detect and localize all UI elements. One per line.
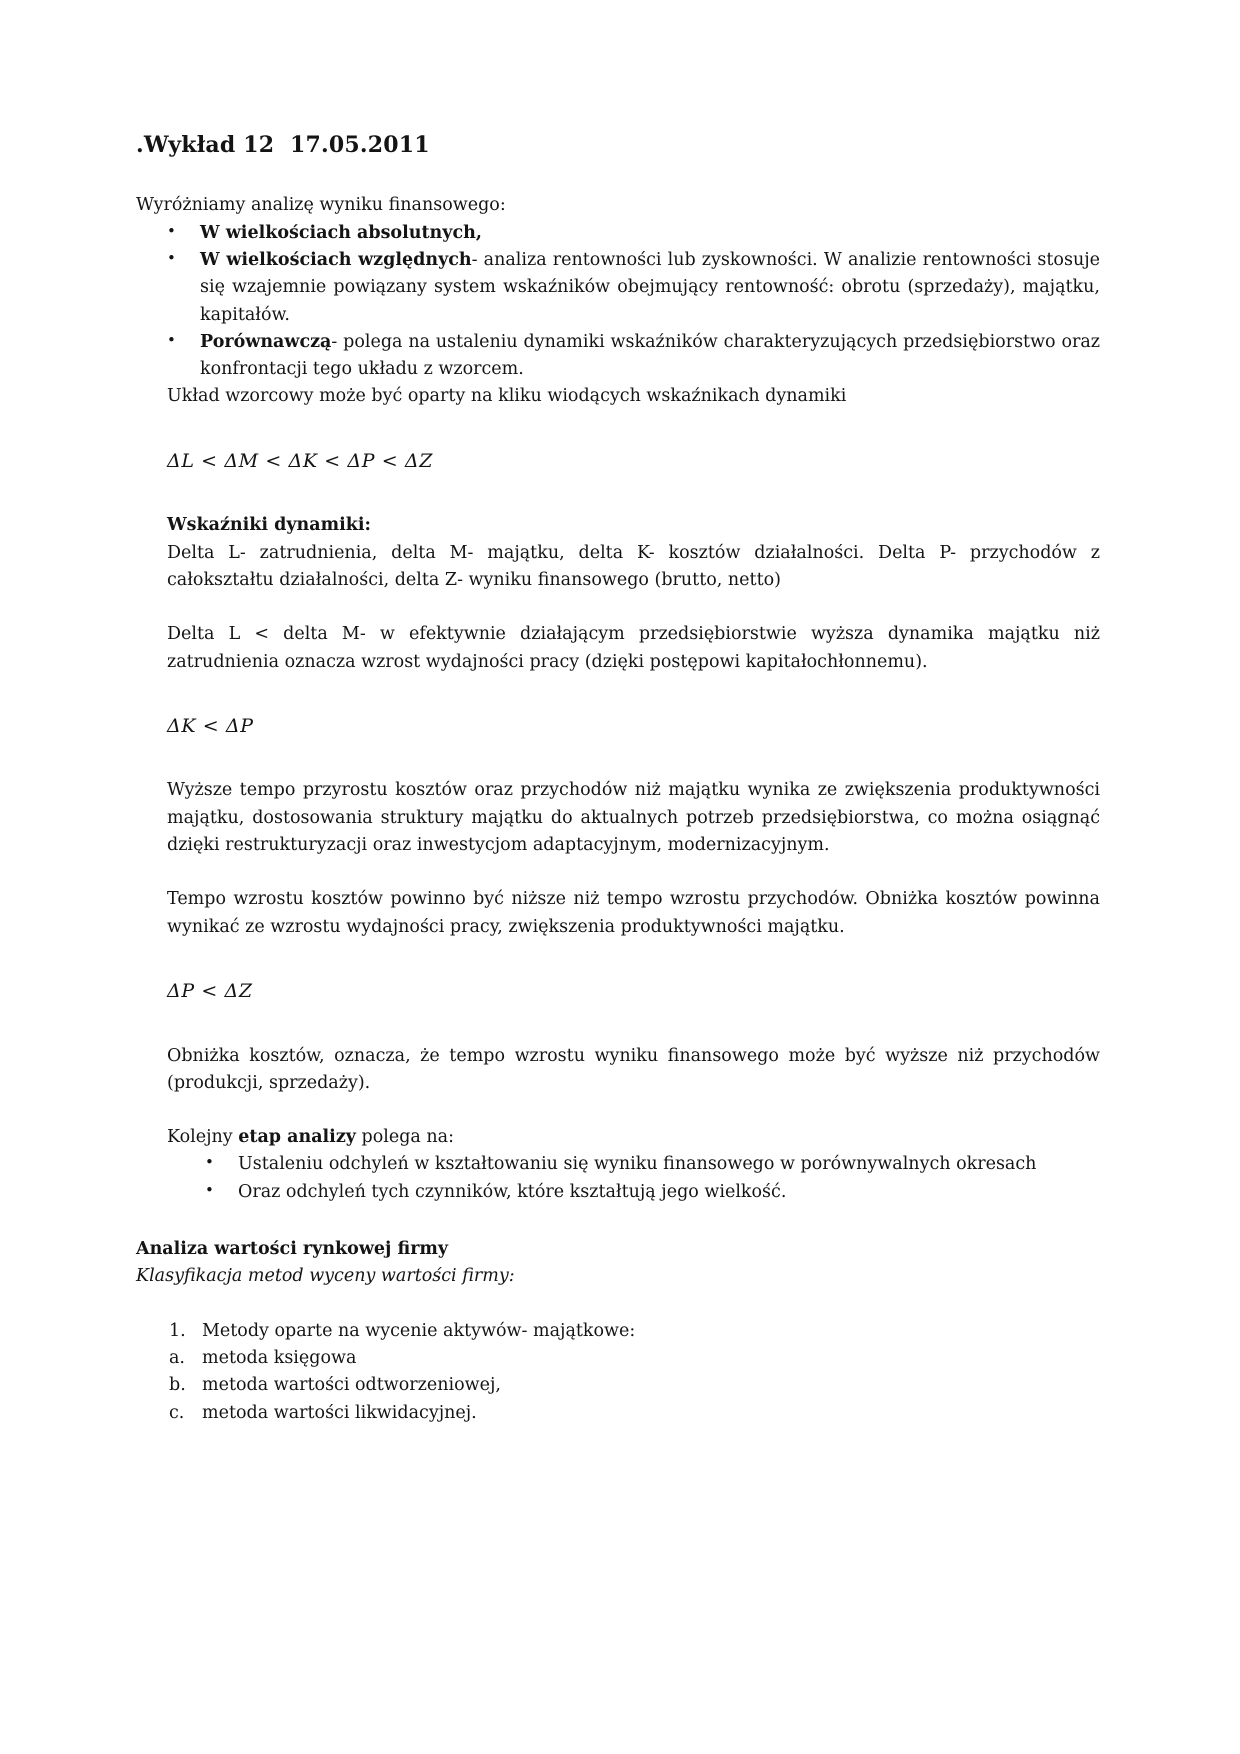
list-item	[169, 1318, 1100, 1345]
list-item-text: Metody oparte na wycenie aktywów- majątkowe:	[202, 1320, 636, 1341]
heading-analiza-wartosci: Analiza wartości rynkowej firmy	[136, 1239, 449, 1260]
formula-p-z: ΔP < ΔZ	[167, 979, 253, 1002]
list-item	[169, 1345, 1100, 1372]
paragraph-tempo-wzrostu: Tempo wzrostu kosztów powinno być niższe niż tempo wzrostu przychodów. Obniżka kosztów powinna wynikać ze wzrostu wydajności pracy, zwiększenia produktywności majątku.	[167, 889, 1100, 937]
list-item-bold: W wielkościach względnych	[200, 249, 472, 270]
list-item-text: metoda wartości likwidacyjnej.	[202, 1402, 477, 1423]
financial-analysis-bullet-list	[167, 220, 1100, 384]
paragraph-delta-definitions: Delta L- zatrudnienia, delta M- majątku, delta K- kosztów działalności. Delta P- przychodów z całokształtu działalności, delta Z- wyniku finansowego (brutto, netto)	[167, 542, 1100, 590]
list-item-text: metoda księgowa	[202, 1347, 357, 1368]
list-marker: 1.	[169, 1320, 186, 1341]
bullet-marker: •	[205, 1153, 214, 1172]
subheading-klasyfikacja: Klasyfikacja metod wyceny wartości firmy:	[136, 1266, 515, 1287]
lecture-title: .Wykład 12 17.05.2011	[136, 132, 430, 158]
list-item-text	[200, 329, 1100, 384]
analysis-steps-bullet-list	[205, 1151, 1100, 1206]
list-item	[167, 329, 1100, 384]
list-marker: c.	[169, 1402, 185, 1423]
list-item-bold: Porównawczą	[200, 331, 332, 352]
paragraph-uklad-wzorcowy: Układ wzorcowy może być oparty na kliku wiodących wskaźnikach dynamiki	[167, 386, 847, 407]
list-item-bold: W wielkościach absolutnych,	[200, 222, 482, 243]
bullet-marker: •	[167, 330, 176, 349]
valuation-methods-list	[169, 1318, 1100, 1427]
heading-wskazniki-dynamiki: Wskaźniki dynamiki:	[167, 515, 372, 536]
formula-dynamics-chain: ΔL < ΔM < ΔK < ΔP < ΔZ	[167, 449, 434, 472]
list-item-text	[200, 220, 1100, 247]
bullet-marker: •	[167, 221, 176, 240]
kolejny-bold: etap analizy	[238, 1127, 356, 1148]
list-item-text: Ustaleniu odchyleń w kształtowaniu się wyniku finansowego w porównywalnych okresach	[238, 1154, 1037, 1175]
kolejny-pre: Kolejny	[167, 1127, 239, 1148]
list-marker: b.	[169, 1375, 186, 1396]
list-item	[167, 220, 1100, 247]
list-item-text: metoda wartości odtworzeniowej,	[202, 1375, 501, 1396]
list-item-rest: - polega na ustaleniu dynamiki wskaźników charakteryzujących przedsiębiorstwo oraz konfrontacji tego układu z wzorcem.	[200, 331, 1100, 380]
list-item	[169, 1372, 1100, 1399]
list-item-text: Oraz odchyleń tych czynników, które kształtują jego wielkość.	[238, 1181, 787, 1202]
list-item-text	[200, 247, 1100, 329]
bullet-marker: •	[167, 248, 176, 267]
bullet-marker: •	[205, 1180, 214, 1199]
list-item	[167, 247, 1100, 329]
paragraph-delta-l-m: Delta L < delta M- w efektywnie działającym przedsiębiorstwie wyższa dynamika majątku niż zatrudnienia oznacza wzrost wydajności pracy (dzięki postępowi kapitałochłonnemu).	[167, 624, 1100, 672]
list-item-rest: - analiza rentowności lub zyskowności. W analizie rentowności stosuje się wzajemnie powiązany system wskaźników obejmujący rentowność: obrotu (sprzedaży), majątku, kapitałów.	[200, 249, 1100, 325]
intro-paragraph: Wyróżniamy analizę wyniku finansowego:	[136, 195, 506, 216]
paragraph-kolejny-etap	[167, 1124, 1100, 1151]
kolejny-post: polega na:	[355, 1127, 455, 1148]
list-item	[169, 1400, 1100, 1427]
paragraph-obnizka-kosztow: Obniżka kosztów, oznacza, że tempo wzrostu wyniku finansowego może być wyższe niż przychodów (produkcji, sprzedaży).	[167, 1045, 1100, 1093]
formula-k-p: ΔK < ΔP	[167, 714, 254, 737]
list-item	[205, 1179, 1100, 1206]
paragraph-wyzsze-tempo: Wyższe tempo przyrostu kosztów oraz przychodów niż majątku wynika ze zwiększenia produktywności majątku, dostosowania struktury majątku do aktualnych potrzeb przedsiębiorstwa, co można osiągnąć dzięki restrukturyzacji oraz inwestycjom adaptacyjnym, modernizacyjnym.	[167, 780, 1100, 856]
list-marker: a.	[169, 1347, 185, 1368]
list-item	[205, 1151, 1100, 1178]
